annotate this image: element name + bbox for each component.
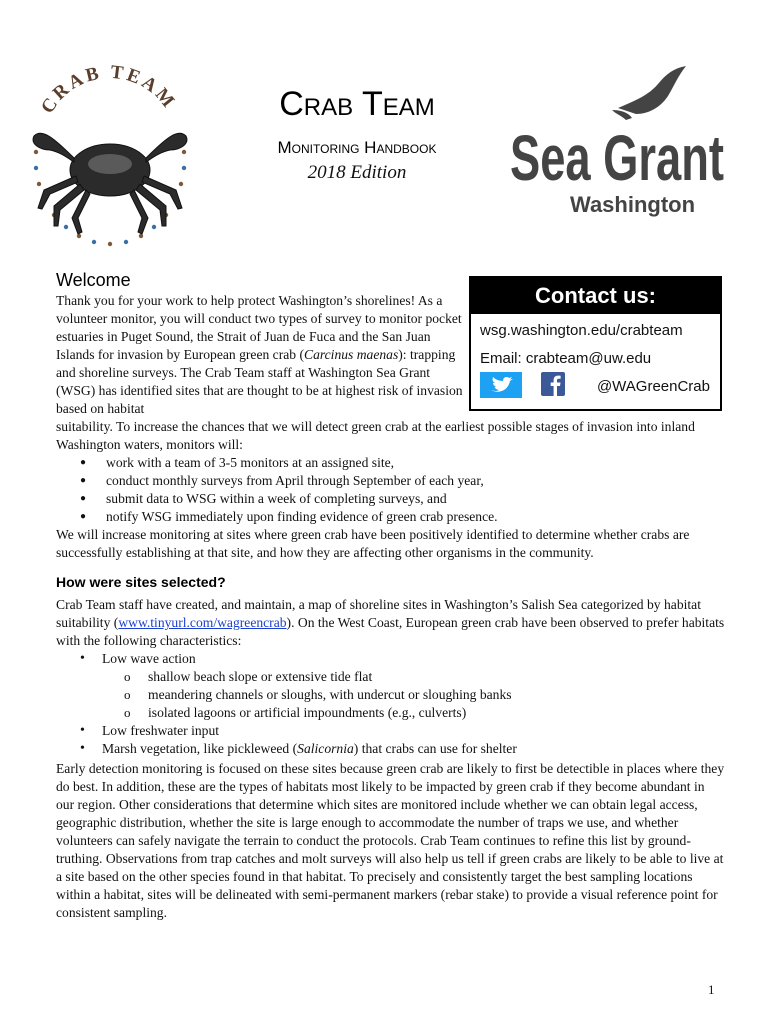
species-name: Carcinus maenas bbox=[304, 347, 399, 362]
list-item: • Low freshwater input bbox=[78, 722, 718, 740]
welcome-heading: Welcome bbox=[56, 270, 131, 290]
welcome-paragraph-2: suitability. To increase the chances that we will detect green crab at the earliest possible stages of invasion into inland Washington waters, monitors will: bbox=[56, 419, 695, 452]
habitat-map-link[interactable]: www.tinyurl.com/wagreencrab bbox=[118, 615, 287, 630]
list-item: ● submit data to WSG within a week of completing surveys, and bbox=[80, 490, 720, 508]
habitat-characteristics-list bbox=[78, 650, 718, 758]
document-subtitle: Monitoring Handbook bbox=[277, 138, 437, 157]
sites-paragraph-1 bbox=[56, 596, 726, 650]
contact-website-link[interactable]: wsg.washington.edu/crabteam bbox=[480, 322, 683, 339]
list-item-label: Marsh vegetation, like pickleweed ( bbox=[102, 741, 298, 756]
contact-email[interactable]: Email: crabteam@uw.edu bbox=[480, 350, 652, 367]
twitter-icon[interactable] bbox=[480, 372, 522, 398]
welcome-p1-end: ): trapping and shoreline surveys. The Crab Team staff at Washington Sea Grant (WSG) has identified sites that are thought to be at highest risk of invasion based on habitat bbox=[56, 347, 463, 416]
page-number: 1 bbox=[708, 982, 715, 997]
list-item: ● conduct monthly surveys from April through September of each year, bbox=[80, 472, 720, 490]
contact-heading: Contact us: bbox=[471, 278, 720, 314]
welcome-paragraph-1 bbox=[56, 292, 468, 418]
sub-list-item: o isolated lagoons or artificial impoundments (e.g., culverts) bbox=[124, 704, 718, 722]
monitor-duties-list bbox=[80, 454, 720, 526]
welcome-p1-text: Thank you for your work to help protect Washington’s shorelines! As a volunteer monitor, you will conduct two types of survey to monitor pocket estuaries in Puget Sound, the Strait of Juan de Fuca and the San Juan Islands for invasion by European green crab ( bbox=[56, 293, 462, 362]
list-item-label-end: ) that crabs can use for shelter bbox=[353, 741, 517, 756]
document-title: Crab Team bbox=[279, 85, 435, 123]
svg-text:CRAB TEAM: CRAB TEAM bbox=[37, 61, 181, 118]
sub-list-item: o shallow beach slope or extensive tide flat bbox=[124, 668, 718, 686]
svg-text:Washington: Washington bbox=[570, 192, 696, 217]
title-block bbox=[232, 84, 482, 184]
crab-team-logo bbox=[24, 58, 196, 254]
twitter-handle[interactable]: @WAGreenCrab bbox=[596, 378, 710, 395]
contact-box bbox=[469, 276, 722, 411]
list-item-label: Low wave action bbox=[102, 651, 196, 666]
sites-heading: How were sites selected? bbox=[56, 574, 226, 590]
sites-p1-text: Crab Team staff have created, and maintain, a map of shoreline sites in Washington’s Salish Sea categorized by habitat suitability ( bbox=[56, 597, 701, 630]
sub-list bbox=[124, 668, 718, 722]
contact-social bbox=[471, 372, 720, 404]
svg-text:Sea Grant: Sea Grant bbox=[510, 122, 724, 194]
sub-list-item: o meandering channels or sloughs, with undercut or sloughing banks bbox=[124, 686, 718, 704]
genus-name: Salicornia bbox=[297, 741, 354, 756]
list-item: ● work with a team of 3-5 monitors at an assigned site, bbox=[80, 454, 720, 472]
edition-label: 2018 Edition bbox=[307, 162, 407, 183]
welcome-paragraph-3: We will increase monitoring at sites where green crab have been positively identified to determine whether crabs are successfully establishing at that site, and how they are affecting other organisms in the community. bbox=[56, 527, 690, 560]
sea-grant-logo bbox=[508, 62, 728, 222]
sites-paragraph-2: Early detection monitoring is focused on these sites because green crab are likely to first be detectible in places where they do best. In addition, these are the types of habitats most likely to be impacted by green crab if they become abundant in our region. Other considerations that determine which sites are monitored include whether we can obtain legal access, geographic distribution, whether the site is large enough to accommodate the number of traps we use, and whether volunteers can safely navigate the terrain to conduct the protocols. Crab Team continues to refine this list by ground-truthing. Observations from trap catches and molt surveys will also help us tell if green crabs are likely to be able to live at a site based on the other species found in that habitat. To precisely and consistently target the best sampling locations within a habitat, sites will be delineated with semi-permanent markers (rebar stake) to provide a visual reference point for consistent sampling. bbox=[56, 761, 725, 920]
list-item: ● notify WSG immediately upon finding evidence of green crab presence. bbox=[80, 508, 720, 526]
list-item bbox=[78, 740, 718, 758]
list-item bbox=[78, 650, 718, 722]
facebook-icon[interactable] bbox=[541, 372, 565, 396]
sites-p1-end: ). On the West Coast, European green crab have been observed to prefer habitats with the following characteristics: bbox=[56, 615, 725, 648]
